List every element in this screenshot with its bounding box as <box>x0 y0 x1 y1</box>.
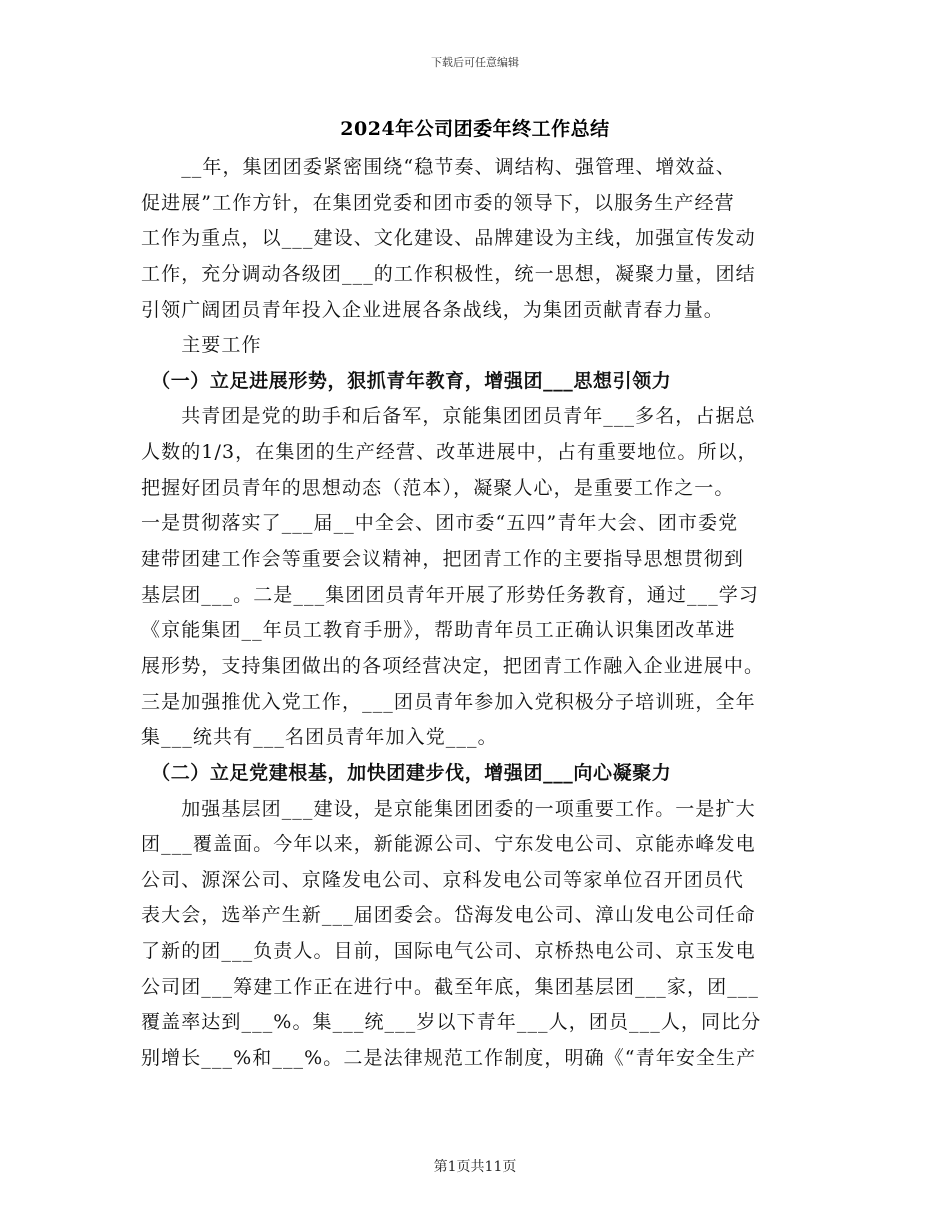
body-line: 建带团建工作会等重要会议精神，把团青工作的主要指导思想贯彻到 <box>141 548 745 571</box>
body-line: 促进展”工作方针，在集团党委和团市委的领导下，以服务生产经营 <box>141 191 735 214</box>
body-line: 把握好团员青年的思想动态（范本），凝聚人心，是重要工作之一。 <box>141 476 735 499</box>
body-line: __年，集团团委紧密围绕“稳节奏、调结构、强管理、增效益、 <box>141 156 736 178</box>
body-line: 加强基层团___建设，是京能集团团委的一项重要工作。一是扩大 <box>141 797 756 820</box>
document-body <box>141 150 811 1077</box>
body-line: 展形势，支持集团做出的各项经营决定，把团青工作融入企业进展中。 <box>141 654 765 677</box>
body-line: 公司、源深公司、京隆发电公司、京科发电公司等家单位召开团员代 <box>141 868 745 891</box>
body-line: 人数的1/3，在集团的生产经营、改革进展中，占有重要地位。所以， <box>141 441 758 464</box>
body-line: 公司团___筹建工作正在进行中。截至年底，集团基层团___家，团___ <box>141 975 760 998</box>
body-line: 引领广阔团员青年投入企业进展各条战线，为集团贡献青春力量。 <box>141 298 724 321</box>
body-line: 覆盖率达到___%。集___统___岁以下青年___人，团员___人，同比分 <box>141 1011 762 1034</box>
body-line: 一是贯彻落实了___届__中全会、团市委“五四”青年大会、团市委党 <box>141 512 739 535</box>
body-line: 集___统共有___名团员青年加入党___。 <box>141 726 498 749</box>
body-line: 三是加强推优入党工作，___团员青年参加入党积极分子培训班，全年 <box>141 690 756 713</box>
body-line: 别增长___%和___%。二是法律规范工作制度，明确《“青年安全生产 <box>141 1047 757 1070</box>
body-line: 工作为重点，以___建设、文化建设、品牌建设为主线，加强宣传发动 <box>141 227 756 250</box>
section-heading-2: （二）立足党建根基，加快团建步伐，增强团___向心凝聚力 <box>141 761 672 784</box>
section-heading-1: （一）立足进展形势，狠抓青年教育，增强团___思想引领力 <box>141 369 672 392</box>
page-header-note: 下载后可任意编辑 <box>431 56 519 69</box>
body-line: 工作，充分调动各级团___的工作积极性，统一思想，凝聚力量，团结 <box>141 262 756 285</box>
body-line: 表大会，选举产生新___届团委会。岱海发电公司、漳山发电公司任命 <box>141 904 756 927</box>
section-label: 主要工作 <box>141 334 262 357</box>
body-line: 了新的团___负责人。目前，国际电气公司、京桥热电公司、京玉发电 <box>141 940 756 963</box>
page-number: 第1页共11页 <box>433 1159 517 1175</box>
body-line: 《京能集团__年员工教育手册》，帮助青年员工正确认识集团改革进 <box>141 619 736 642</box>
body-line: 基层团___。二是___集团团员青年开展了形势任务教育，通过___学习 <box>141 583 760 606</box>
body-line: 共青团是党的助手和后备军，京能集团团员青年___多名，占据总 <box>141 405 756 428</box>
document-title: 2024年公司团委年终工作总结 <box>340 118 610 140</box>
body-line: 团___覆盖面。今年以来，新能源公司、宁东发电公司、京能赤峰发电 <box>141 833 756 856</box>
